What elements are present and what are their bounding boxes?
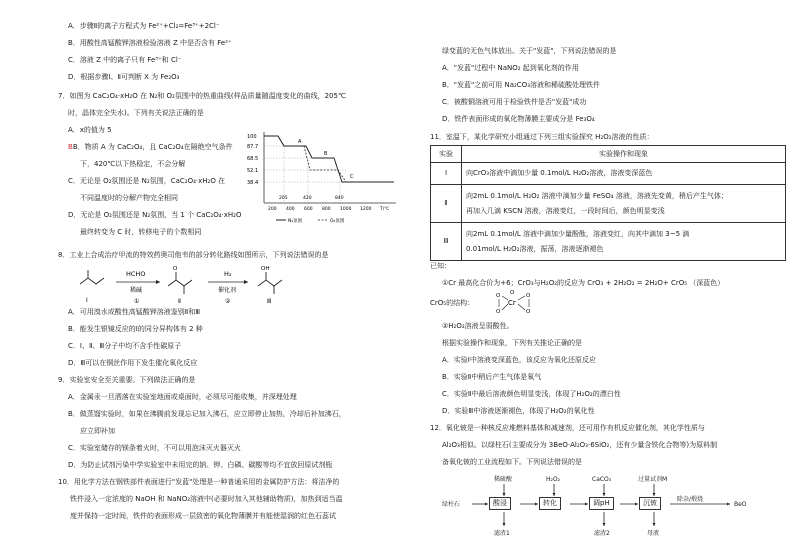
svg-text:O: O (510, 290, 515, 296)
q8-option-d: D．Ⅲ可以在铜丝作用下发生催化氧化反应 (68, 359, 198, 367)
table-row-id: Ⅲ (431, 223, 462, 261)
table-row (431, 163, 786, 185)
table-row-content (462, 185, 786, 223)
q7-option-d: D．无论是 O₂氛围还是 N₂氛围，当 1 个 CaC₂O₄·xH₂O (68, 211, 242, 219)
table-line: 再加入几滴 KSCN 溶液，溶液变红，一段时间后，颜色明显变浅 (466, 206, 665, 215)
flow-output-3: 母液 (647, 530, 660, 537)
y-tick-label: 68.5 (247, 156, 259, 162)
y-tick-label: 87.7 (247, 144, 259, 150)
known-1: ①Cr 最高化合价为+6；CrO₃与H₂O₂的反应为 CrO₃ + 2H₂O₂ = 2H₂O+ CrO₅ （深蓝色） (442, 279, 725, 287)
x-unit-label: T/℃ (380, 207, 390, 212)
x-tick-label: 800 (322, 207, 331, 212)
q7-option-a: A．x的值为 5 (68, 126, 112, 134)
flow-reagent-2: H₂O₂ (546, 476, 561, 483)
q7-option-c: C．无论是 O₂氛围还是 N₂氛围，CaC₂O₄·xH₂O 在 (68, 177, 226, 185)
q11-option-a: A．实验Ⅰ中溶液变深蓝色，该反应为氧化还原反应 (442, 356, 596, 364)
q8-option-b: B．能发生银镜反应的Ⅰ的同分异构体有 2 种 (68, 325, 203, 333)
flow-reagent-1: 稀硫酸 (494, 476, 513, 483)
reaction-scheme (68, 262, 368, 306)
q7-option-d-cont: 最终转变为 C 时，转移电子的个数相同 (80, 228, 202, 236)
flow-reagent-3: CaCO₃ (592, 476, 612, 483)
flow-output-1: 滤渣1 (494, 530, 510, 537)
known-2: ②H₂O₂溶液呈弱酸性。 (442, 322, 514, 330)
q10-stem-3: 度并保持一定时间，铁件的表面形成一层致密的氧化物薄膜并有能使湿润的红色石蕊试 (70, 512, 336, 520)
x-tick-label: 400 (286, 207, 295, 212)
reagent-2: H₂ (224, 270, 232, 278)
x-tick-label: 600 (304, 207, 313, 212)
q8-option-a: A．可用溴水或酸性高锰酸钾溶液鉴别Ⅱ和Ⅲ (68, 308, 201, 316)
flow-box-precipitate: 沉铍 (639, 497, 661, 510)
q7-option-c-cont: 不同温度时的分解产物完全相同 (80, 194, 178, 202)
svg-text:O: O (496, 293, 501, 299)
q6-option-d: D．根据步骤Ⅰ、Ⅱ可判断 X 为 Fe₂O₃ (68, 73, 180, 81)
q7-option-b-cont: 下，420℃以下热稳定，不会分解 (80, 160, 186, 168)
reagent-1: HCHO (126, 270, 146, 278)
point-label-b: B (324, 151, 328, 157)
molecule-i (80, 278, 104, 284)
condition-2: 催化剂 (218, 287, 237, 294)
q12-stem-2: Al₂O₃相似。以绿柱石(主要成分为 3BeO·Al₂O₃·6SiO₂，还有少量含铁化合物等)为原料制 (442, 441, 718, 449)
svg-text:O: O (526, 309, 531, 315)
q11-stem: 11．室温下，某化学研究小组通过下列三组实验探究 H₂O₂溶液的性质： (430, 133, 654, 141)
q11-option-c: C．实验Ⅱ中最后溶液颜色明显变浅，体现了H₂O₂的漂白性 (442, 390, 621, 398)
cro5-structure-label: CrO₅的结构： (430, 299, 475, 307)
q7-option-b: BB．物质 A 为 CaC₂O₄，且 CaC₂O₄在隔绝空气条件 (68, 143, 233, 151)
flow-reagent-4: 过量试剂M (638, 476, 668, 483)
q10-option-c: C．被酸铜溶液可用于检验铁件是否"发蓝"成功 (442, 98, 587, 106)
table-row-content: 向CrO₃溶液中滴加少量 0.1mol/L H₂O₂溶液，溶液变深蓝色 (462, 163, 786, 185)
x-tick-label: 1200 (360, 207, 372, 212)
known-title: 已知： (430, 262, 451, 270)
y-tick-label: 52.1 (247, 168, 259, 174)
q9-option-d: D．为防止试剂污染中学实验室中未用完的钠、钾、白磷、碳酸等均不宜放回原试剂瓶 (68, 461, 333, 469)
table-row (431, 223, 786, 261)
q8-option-c: C．Ⅰ、Ⅱ、Ⅲ分子中均不含手性碳原子 (68, 342, 182, 350)
q8-stem: 8．工业上合成治疗甲流的特效药奥司他韦的部分转化路线如图所示，下列说法错误的是 (58, 251, 329, 259)
svg-text:O: O (496, 309, 501, 315)
flow-output-2: 滤渣2 (594, 530, 610, 537)
x-tick-label: 1000 (340, 207, 352, 212)
experiment-table (430, 145, 786, 261)
q12-stem-1: 12．氧化铍是一种核反应堆燃料基体和减速剂，还可用作有机反应催化剂，其化学性质与 (430, 424, 705, 432)
q11-prompt: 根据实验操作和现象，下列有关推论正确的是 (442, 339, 582, 347)
label-o: O (173, 266, 178, 272)
q6-option-c: C．溶液 Z 中的离子只有 Fe³⁺和 Cl⁻ (68, 56, 182, 64)
q10-stem-2: 铁件浸入一定浓度的 NaOH 和 NaNO₂溶液中(必要时加入其他辅助物质)，加热到适当温 (70, 495, 343, 503)
q10-option-a: A．"发蓝"过程中 NaNO₂ 起到氧化剂的作用 (442, 64, 579, 72)
flow-end-label: BeO (734, 501, 747, 508)
table-row (431, 185, 786, 223)
y-tick-label: 100 (247, 134, 257, 140)
y-tick-label: 38.4 (247, 180, 259, 186)
flow-last-step: 除杂/煅烧 (677, 496, 704, 503)
x-tick-label: 200 (268, 207, 277, 212)
q9-option-b-cont: 应立即补加 (80, 427, 115, 435)
q6-option-a: A．步骤Ⅱ的离子方程式为 Fe²⁺+Cl₂=Fe³⁺+2Cl⁻ (68, 22, 220, 30)
table-line: 向2mL 0.1mol/L 溶液中滴加少量酚酞，溶液变红，向其中滴加 3~5 滴 (466, 229, 690, 238)
q7-stem-1: 7．如图为 CaC₂O₄·xH₂O 在 N₂和 O₂氛围中的热重曲线(样品质量随温度变化的曲线，205℃ (58, 92, 346, 100)
label-ii: Ⅱ (178, 298, 181, 305)
process-flowchart (442, 472, 782, 542)
condition-1: 稀碱 (130, 287, 143, 294)
q11-option-b: B．实验Ⅱ中稍后产生气体是氧气 (442, 373, 542, 381)
q6-option-b: B．用酸性高锰酸钾溶液检验溶液 Z 中是否含有 Fe²⁺ (68, 39, 232, 47)
table-line: 向2mL 0.1mol/L H₂O₂ 溶液中滴加少量 FeSO₄ 溶液，溶液先变黄，稍后产生气体； (466, 191, 728, 200)
q10-stem-cont: 绿变蓝的无色气体放出。关于"发蓝"，下列说法错误的是 (442, 47, 617, 55)
q9-stem: 9．实验室安全至关重要。下列做法正确的是 (58, 376, 196, 384)
molecule-iii (258, 280, 282, 286)
o2-curve (264, 136, 394, 182)
flow-box-convert: 转化 (539, 497, 561, 510)
table-row-id: Ⅰ (431, 163, 462, 185)
step-2: ② (225, 298, 231, 305)
svg-text:O: O (526, 293, 531, 299)
cro5-structure-diagram (488, 289, 540, 315)
flow-box-adjust-ph: 调pH (589, 497, 614, 510)
x-mark-label: 420 (303, 196, 312, 201)
q7-stem-2: 时，晶体完全失水)。下列有关说法正确的是 (68, 109, 204, 117)
point-label-c: C (350, 174, 354, 180)
point-label-a: A (298, 139, 302, 145)
table-header-id: 实验 (431, 146, 462, 163)
flow-box-acid-leach: 酸浸 (489, 497, 511, 510)
table-header-content: 实验操作和现象 (462, 146, 786, 163)
label-iii: Ⅲ (267, 298, 272, 305)
q10-option-d: D．铁件表面形成的氧化物薄膜主要成分是 Fe₃O₄ (442, 115, 595, 123)
x-mark-label: 205 (279, 196, 288, 201)
q9-option-a: A．金属汞一旦洒落在实验室地面或桌面时，必须尽可能收集，并深埋处理 (68, 393, 297, 401)
label-i: Ⅰ (86, 297, 88, 304)
q10-stem-1: 10．用化学方法在钢铁部件表面进行"发蓝"处理是一种普通采用的金属防护方法：将洁净的 (58, 478, 340, 486)
svg-text:Cr: Cr (508, 299, 516, 307)
q11-option-d: D．实验Ⅲ中溶液逐渐褪色，体现了H₂O₂的氧化性 (442, 407, 595, 415)
molecule-ii (168, 280, 192, 286)
q12-stem-3: 备氧化铍的工业流程如下。下列说法错误的是 (442, 458, 582, 466)
thermogravimetric-chart (246, 128, 406, 228)
legend-n2-label: N₂氛围 (288, 219, 303, 224)
legend-o2-label: O₂氛围 (330, 219, 345, 224)
table-row-id: Ⅱ (431, 185, 462, 223)
flow-start-label: 绿柱石 (442, 501, 461, 508)
step-1: ① (134, 298, 140, 305)
table-row-content (462, 223, 786, 261)
label-oh: OH (261, 266, 270, 272)
table-line: 0.01mol/L H₂O₂溶液，振荡，溶液逐渐褪色 (466, 244, 604, 253)
q10-option-b: B．"发蓝"之前可用 Na₂CO₃溶液和稀硫酸处理铁件 (442, 81, 601, 89)
q9-option-c: C．实验室储存的镁条着火时，不可以用泡沫灭火器灭火 (68, 444, 241, 452)
x-mark-label: 840 (335, 196, 344, 201)
n2-curve (264, 136, 394, 182)
q9-option-b: B．做蒸馏实验时，如果在沸腾前发现忘记加入沸石，应立即停止加热，冷却后补加沸石， (68, 410, 346, 418)
